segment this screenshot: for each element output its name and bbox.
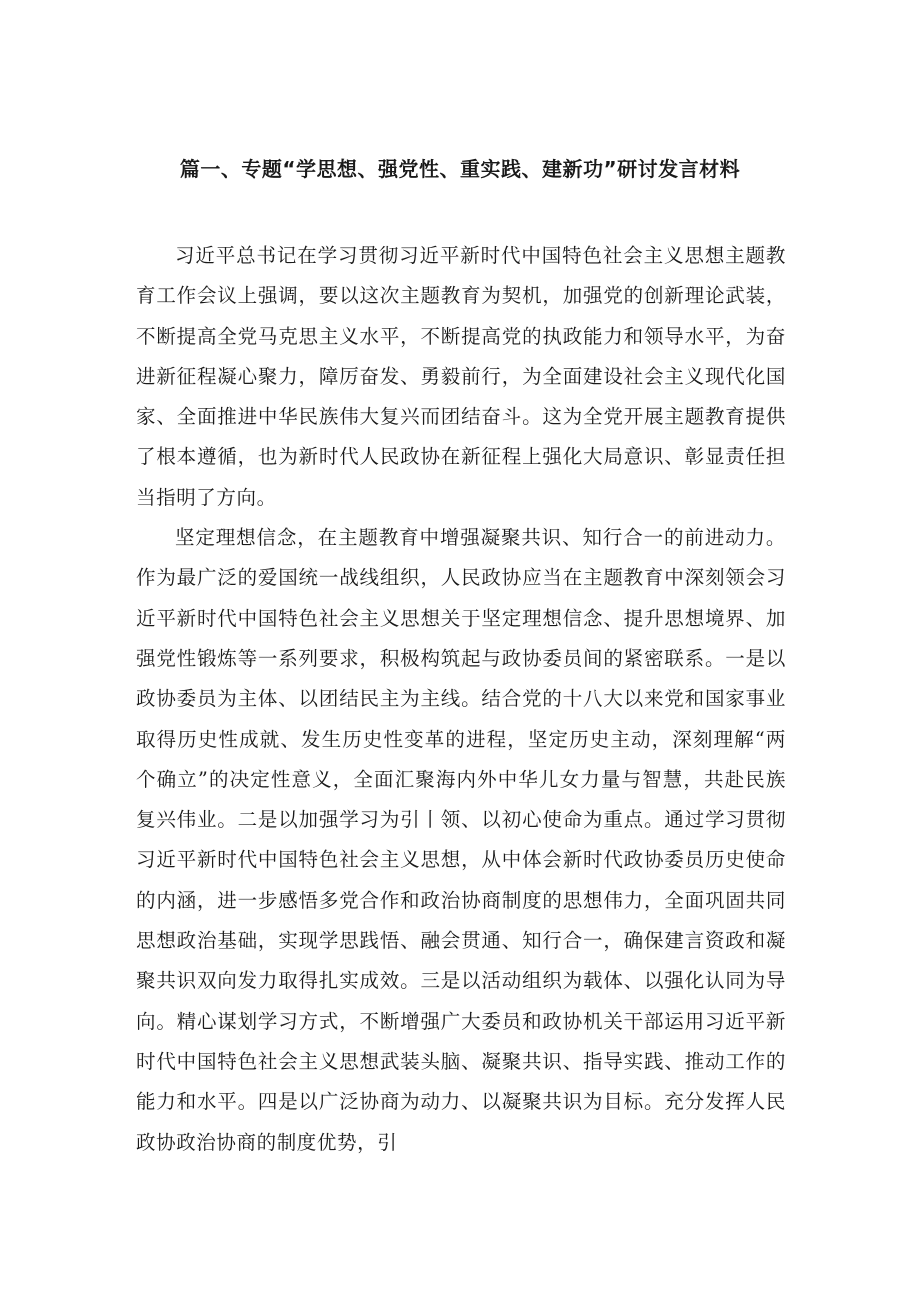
paragraph-intro: 习近平总书记在学习贯彻习近平新时代中国特色社会主义思想主题教育工作会议上强调，要以这次主题教育为契机，加强党的创新理论武装，不断提高全党马克思主义水平，不断提高党的执政能力和领导水平，为奋进新征程凝心聚力，障厉奋发、勇毅前行，为全面建设社会主义现代化国家、全面推进中华民族伟大复兴而团结奋斗。这为全党开展主题教育提供了根本遵循，也为新时代人民政协在新征程上强化大局意识、彰显责任担当指明了方向。 [136, 244, 786, 509]
document-body [136, 236, 786, 1163]
paragraph-ideals-belief: 坚定理想信念，在主题教育中增强凝聚共识、知行合一的前进动力。作为最广泛的爱国统一战线组织，人民政协应当在主题教育中深刻领会习近平新时代中国特色社会主义思想关于坚定理想信念、提升思想境界、加强党性锻炼等一系列要求，积极构筑起与政协委员间的紧密联系。一是以政协委员为主体、以团结民主为主线。结合党的十八大以来党和国家事业取得历史性成就、发生历史性变革的进程，坚定历史主动，深刻理解“两个确立”的决定性意义，全面汇聚海内外中华儿女力量与智慧，共赴民族复兴伟业。二是以加强学习为引丨领、以初心使命为重点。通过学习贯彻习近平新时代中国特色社会主义思想，从中体会新时代政协委员历史使命的内涵，进一步感悟多党合作和政治协商制度的思想伟力，全面巩固共同思想政治基础，实现学思践悟、融会贯通、知行合一，确保建言资政和凝聚共识双向发力取得扎实成效。三是以活动组织为载体、以强化认同为导向。精心谋划学习方式，不断增强广大委员和政协机关干部运用习近平新时代中国特色社会主义思想武装头脑、凝聚共识、指导实践、推动工作的能力和水平。四是以广泛协商为动力、以凝聚共识为目标。充分发挥人民政协政治协商的制度优势，引 [136, 526, 786, 1154]
document-title: 篇一、专题“学思想、强党性、重实践、建新功”研讨发言材料 [179, 157, 741, 181]
